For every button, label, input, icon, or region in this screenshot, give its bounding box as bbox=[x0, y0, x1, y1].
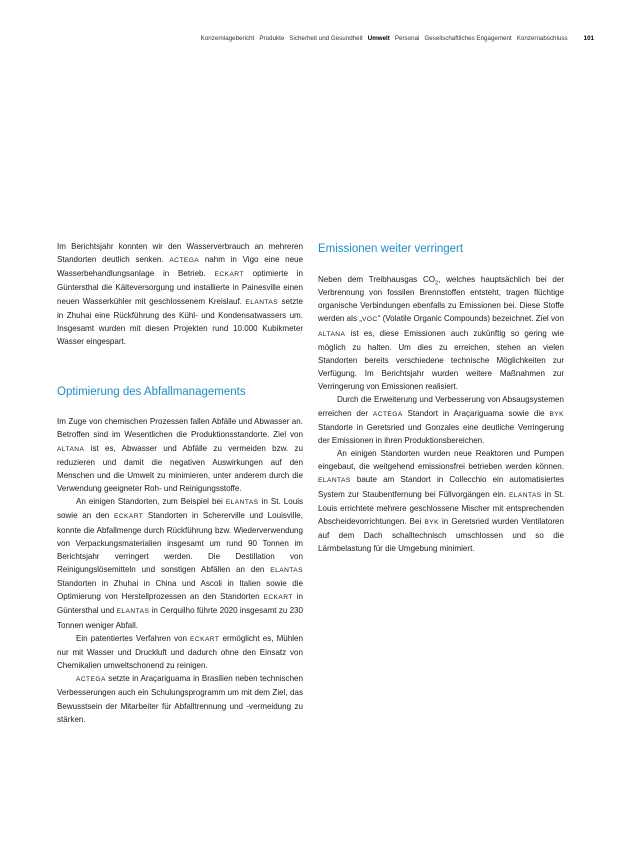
paragraph-waste-reduction: An einigen Standorten, zum Beispiel bei ELANTAS in St. Louis sowie an den ECKART Standorten in Schererville und Louisville, konnte die Abfallmenge durch Rückführung bzw. Wiederverwendung von Verpackungsmaterialien insgesamt um rund 90 Tonnen im Berichtsjahr verringert werden. Die Destillation von Reinigungslösemitteln und sonstigen Abfällen an den ELANTAS Standorten in Zhuhai in China und Ascoli in Italien sowie die Optimierung von Herstellprozessen an den Standorten ECKART in Güntersthal und ELANTAS in Cerquilho führte 2020 insgesamt zu 230 Tonnen weniger Abfall. bbox=[57, 497, 304, 630]
right-column bbox=[318, 240, 564, 555]
company-name: ECKART bbox=[214, 271, 244, 279]
company-name: ELANTAS bbox=[318, 477, 351, 485]
company-name: BYK bbox=[424, 518, 439, 526]
header-nav bbox=[160, 35, 594, 42]
company-name: ECKART bbox=[190, 635, 220, 643]
paragraph-extraction-systems: Durch die Erweiterung und Verbesserung von Absaugsystemen erreichen der ACTEGA Standort in Araçariguama sowie die BYK Standorte in Geretsried und Gonzales eine deutliche Verringerung der Emissionen in ihren Produktionsbereichen. bbox=[318, 395, 564, 445]
company-name: ACTEGA bbox=[76, 676, 106, 684]
paragraph-emissions-intro: Neben dem Treibhausgas $CO_2$, welches hauptsächlich bei der Verbrennung von fossilen Brennstoffen entsteht, tragen flüchtige organische Verbindungen ebenfalls zu Emissionen bei. Diese Stoffe werden als „VOC“ (Volatile Organic Compounds) bezeichnet. Ziel von ALTANA ist es, diese Emissionen auch zukünftig so gering wie möglich zu halten. Um dies zu erreichen, stehen an vielen Standorten bereits verschiedene technische Möglichkeiten zur Verfügung. Im Berichtsjahr wurden weitere Maßnahmen zur Verringerung von Emissionen realisiert. bbox=[318, 275, 565, 392]
company-name: BYK bbox=[549, 410, 564, 418]
nav-umwelt[interactable]: Umwelt bbox=[367, 35, 390, 42]
company-name: ALTANA bbox=[318, 330, 346, 338]
nav-sicherheit-gesundheit[interactable]: Sicherheit und Gesundheit bbox=[289, 35, 363, 42]
company-name: ECKART bbox=[113, 513, 144, 521]
company-name: ACTEGA bbox=[169, 257, 200, 265]
abbreviation-voc: VOC bbox=[361, 316, 378, 324]
nav-produkte[interactable]: Produkte bbox=[259, 35, 285, 42]
company-name: ACTEGA bbox=[372, 410, 403, 418]
paragraph-waste-intro: Im Zuge von chemischen Prozessen fallen Abfälle und Abwasser an. Betroffen sind im Wesentlichen die Produktionsstandorte. Ziel von ALTANA ist es, Abwasser und Abfälle zu vermeiden bzw. zu reduzieren und damit die negativen Auswirkungen auf den Menschen und die Umwelt zu minimieren, unter anderem durch die Verwendung geeigneter Roh- und Reinigungsstoffe. bbox=[57, 417, 303, 494]
left-column bbox=[57, 240, 303, 726]
company-name: ELANTAS bbox=[245, 298, 279, 306]
company-name: ALTANA bbox=[57, 445, 85, 453]
heading-emissions: Emissionen weiter verringert bbox=[318, 243, 464, 255]
heading-waste-management: Optimierung des Abfallmanagements bbox=[57, 386, 246, 399]
nav-konzernabschluss[interactable]: Konzernabschluss bbox=[516, 35, 568, 42]
nav-personal[interactable]: Personal bbox=[394, 35, 420, 42]
paragraph-new-reactors: An einigen Standorten wurden neue Reaktoren und Pumpen eingebaut, die weitgehend emissionsfrei betrieben werden können. ELANTAS baute am Standort in Collecchio ein automatisiertes System zur Staubentfernung bei Füllvorgängen ein. ELANTAS in St. Louis errichtete mehrere geschlossene Mischer mit entsprechenden Abscheidevorrichtungen. Bei BYK in Geretsried wurden Ventilatoren auf dem Dach schalltechnisch umschlossen und so die Lärmbelastung für die Umgebung minimiert. bbox=[318, 449, 564, 554]
company-name: ELANTAS bbox=[508, 491, 542, 499]
paragraph-training-program: ACTEGA setzte in Araçariguama in Brasilien neben technischen Verbesserungen auch ein Schulungsprogramm um mit dem Ziel, das Bewusstsein der Mitarbeiter für Abfalltrennung und -vermeidung zu stärken. bbox=[57, 674, 303, 724]
company-name: ELANTAS bbox=[225, 499, 259, 507]
company-name: ELANTAS bbox=[116, 608, 150, 616]
company-name: ECKART bbox=[263, 594, 293, 602]
paragraph-patented-process: Ein patentiertes Verfahren von ECKART ermöglicht es, Mühlen nur mit Wasser und Druckluft und dadurch ohne den Einsatz von Chemikalien umweltschonend zu reinigen. bbox=[57, 633, 303, 671]
nav-konzernlagebericht[interactable]: Konzernlagebericht bbox=[200, 35, 255, 42]
paragraph-water-savings: Im Berichtsjahr konnten wir den Wasserverbrauch an mehreren Standorten deutlich senken. ACTEGA nahm in Vigo eine neue Wasserbehandlungsanlage in Betrieb. ECKART optimierte in Güntersthal die Kälteversorgung und installierte in Painesville einen neuen Wasserkühler mit geschlossenem Kreislauf. ELANTAS setzte in Zhuhai eine Rückführung des Kühl- und Kondensatwassers um. Insgesamt wurden mit diesen Projekten rund 10.000 Kubikmeter Wasser eingespart. bbox=[57, 242, 303, 347]
nav-gesellschaftliches-engagement[interactable]: Gesellschaftliches Engagement bbox=[424, 35, 512, 42]
company-name: ELANTAS bbox=[270, 566, 303, 574]
page-number: 101 bbox=[583, 35, 594, 42]
